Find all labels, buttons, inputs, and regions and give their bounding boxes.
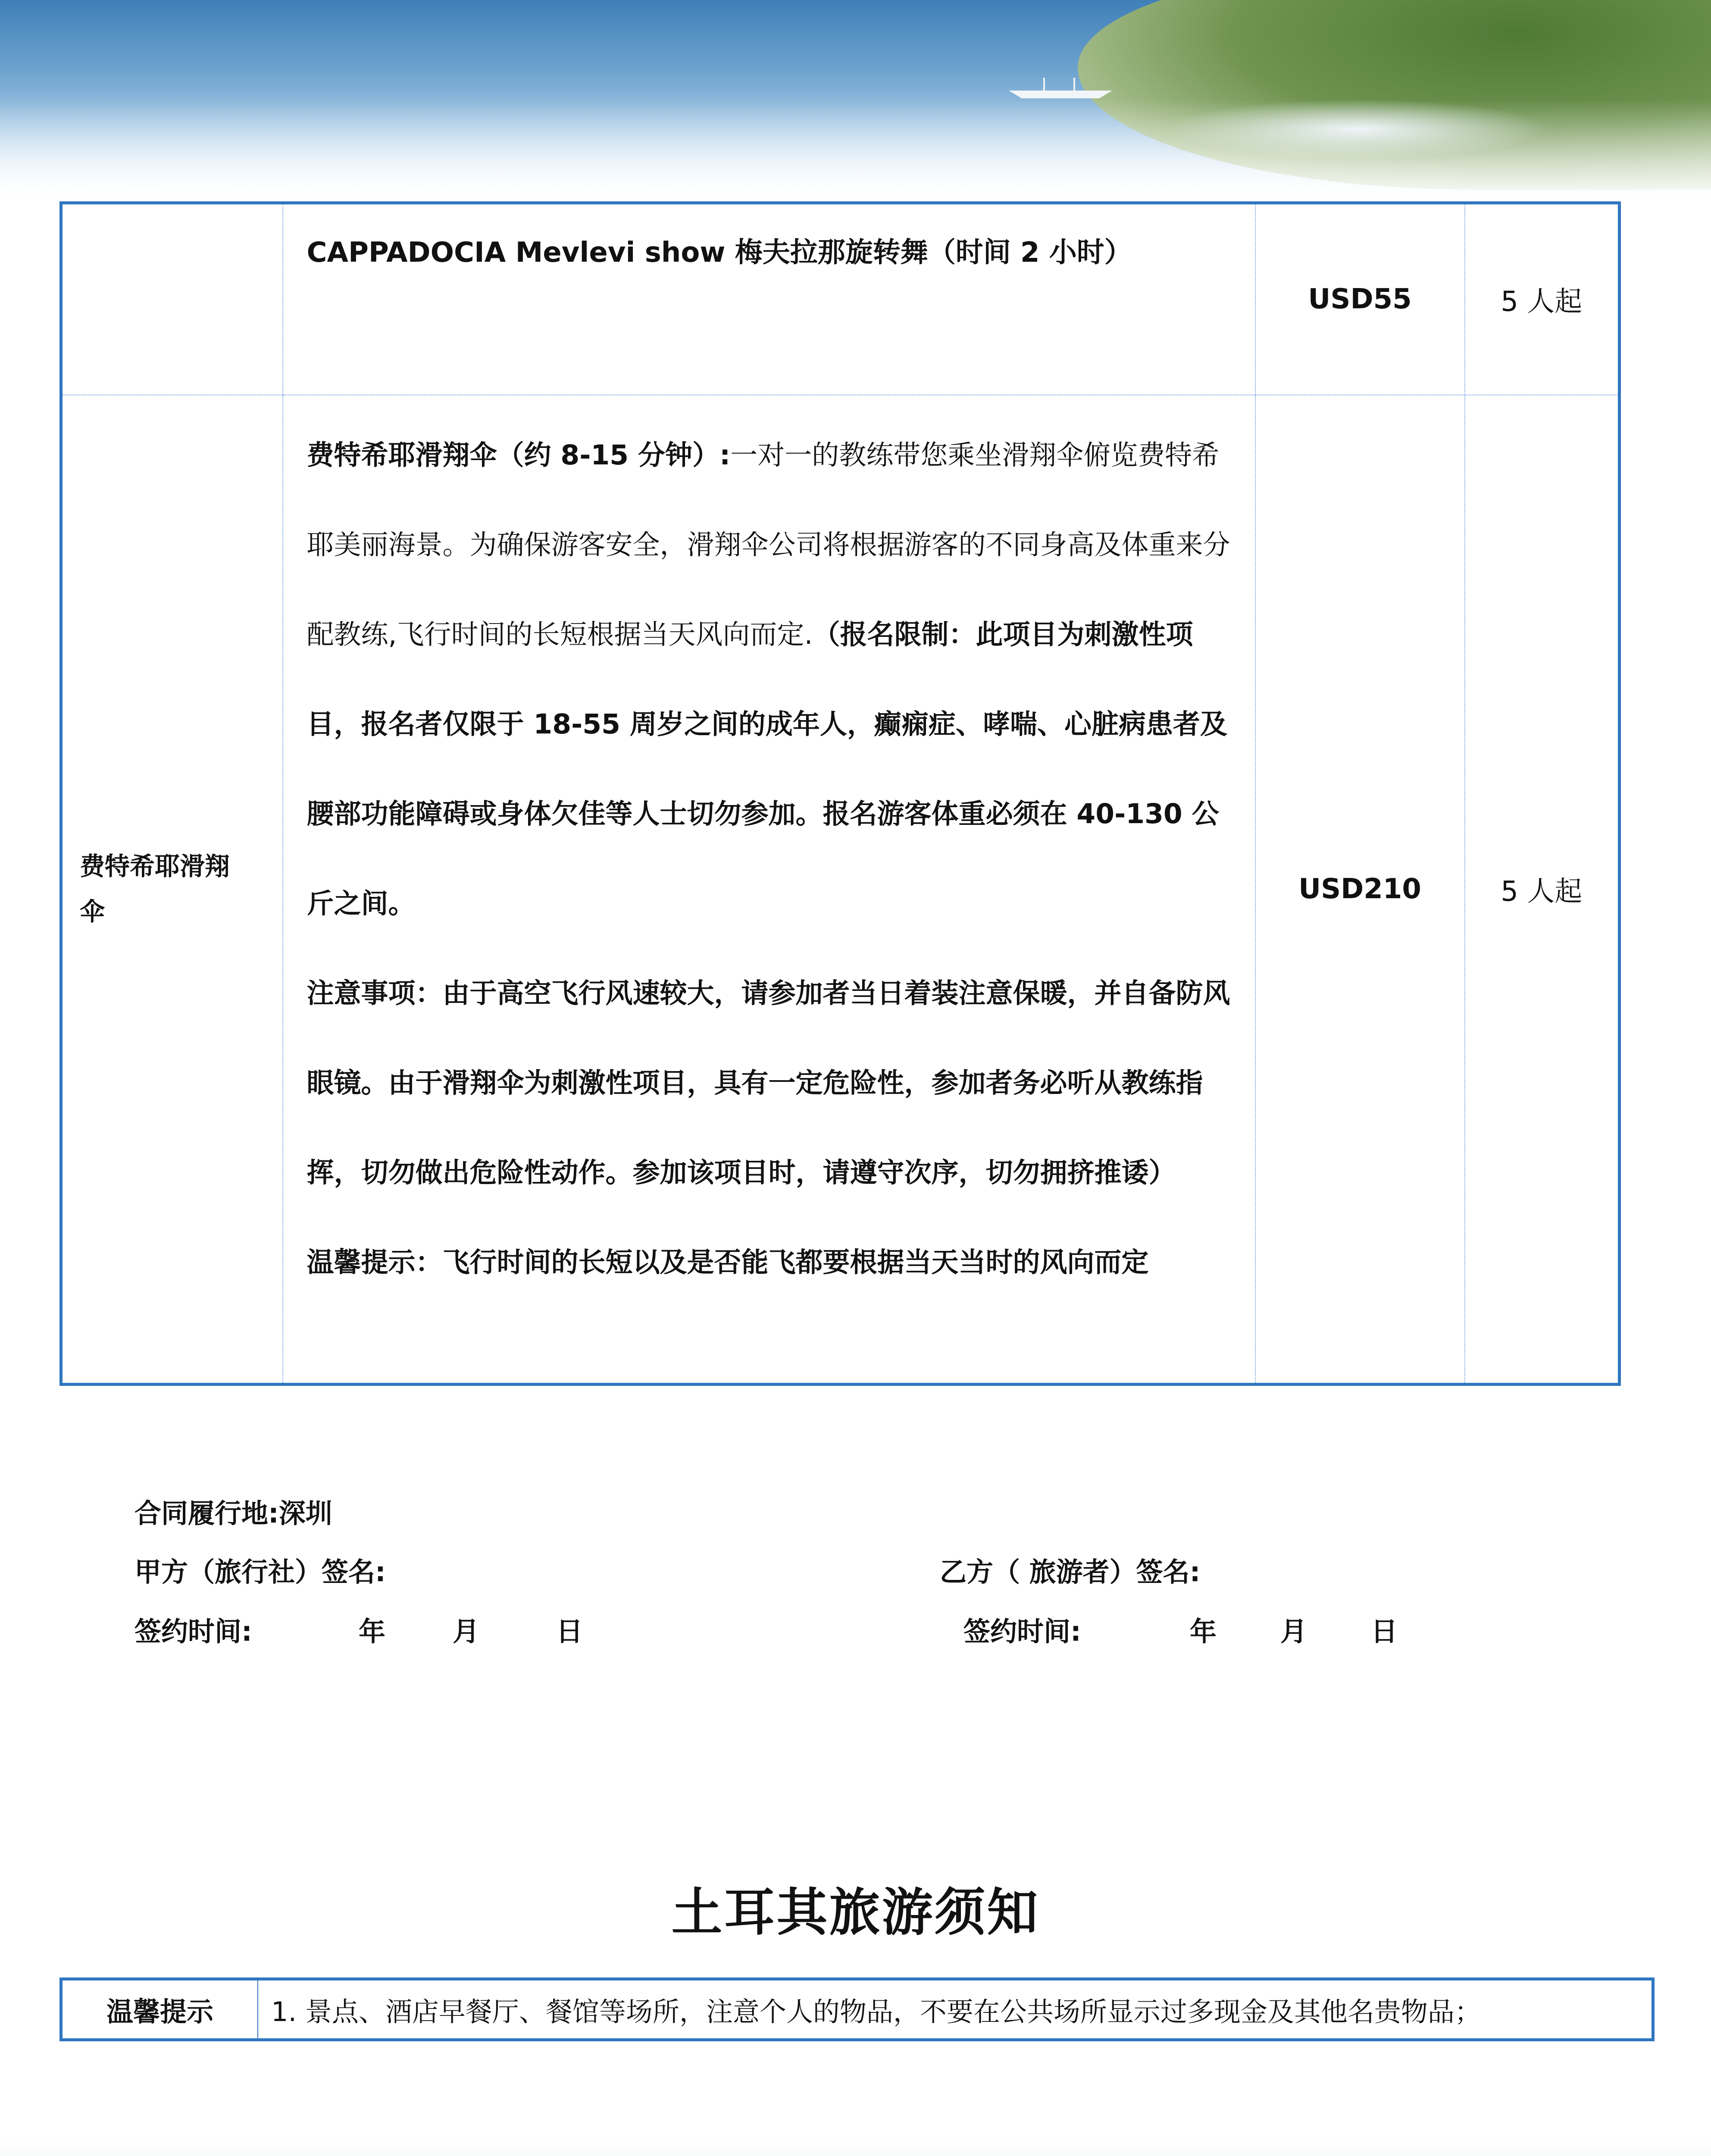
min-people-cell: 5 人起 bbox=[1465, 203, 1620, 395]
registration-limits: （报名限制：此项目为刺激性项目，报名者仅限于 18-55 周岁之间的成年人，癫痫症、哮喘、心脏病患者及腰部功能障碍或身体欠佳等人士切勿参加。报名游客体重必须在 40-130 公斤之间。 bbox=[307, 618, 1227, 919]
party-b-day: 日 bbox=[1371, 1616, 1398, 1647]
header-coast-photo bbox=[0, 0, 1711, 203]
activity-name-line1: 费特希耶滑翔 bbox=[80, 851, 230, 881]
activity-description-cell: CAPPADOCIA Mevlevi show 梅夫拉那旋转舞（时间 2 小时） bbox=[283, 203, 1255, 395]
activity-price-cell: USD210 bbox=[1255, 395, 1465, 1385]
table-row bbox=[61, 1979, 1653, 2040]
party-b-year: 年 bbox=[1190, 1616, 1217, 1647]
table-row bbox=[61, 203, 1620, 395]
warm-tip-paragraph: 温馨提示：飞行时间的长短以及是否能飞都要根据当天当时的风向而定 bbox=[307, 1246, 1149, 1278]
party-b-month: 月 bbox=[1280, 1616, 1307, 1647]
activity-name-cell bbox=[61, 395, 283, 1385]
activity-name-line2: 伞 bbox=[80, 896, 105, 926]
table-row bbox=[61, 395, 1620, 1385]
activity-description-cell bbox=[283, 395, 1255, 1385]
min-people-cell: 5 人起 bbox=[1465, 395, 1620, 1385]
description-heading: 费特希耶滑翔伞（约 8-15 分钟）: bbox=[307, 439, 731, 471]
activity-price-cell: USD55 bbox=[1255, 203, 1465, 395]
party-a-year: 年 bbox=[359, 1616, 386, 1647]
description-paragraph bbox=[307, 411, 1242, 949]
footer-harbor-photo bbox=[0, 2139, 1711, 2156]
tips-item: 1. 景点、酒店早餐厅、餐馆等场所，注意个人的物品，不要在公共场所显示过多现金及其他名贵物品； bbox=[258, 1979, 1653, 2040]
party-a-sign-time-label: 签约时间: bbox=[135, 1616, 252, 1647]
party-b-signature-label: 乙方（ 旅游者）签名: bbox=[940, 1556, 1201, 1588]
banner-fade bbox=[0, 99, 1711, 203]
tips-label: 温馨提示 bbox=[61, 1979, 258, 2040]
travel-notice-title: 土耳其旅游须知 bbox=[671, 1883, 1040, 1942]
contract-place: 合同履行地:深圳 bbox=[135, 1498, 332, 1529]
party-a-signature-label: 甲方（旅行社）签名: bbox=[135, 1556, 386, 1588]
optional-activities-table bbox=[59, 201, 1621, 1386]
party-a-day: 日 bbox=[556, 1616, 583, 1647]
activity-name-cell bbox=[61, 203, 283, 395]
precautions-paragraph: 注意事项：由于高空飞行风速较大，请参加者当日着装注意保暖，并自备防风眼镜。由于滑翔伞为刺激性项目，具有一定危险性，参加者务必听从教练指挥，切勿做出危险性动作。参加该项目时，请遵守次序，切勿拥挤推诿） bbox=[307, 977, 1230, 1188]
party-b-sign-time-label: 签约时间: bbox=[963, 1616, 1081, 1647]
sailboat-icon bbox=[1004, 78, 1117, 99]
party-a-month: 月 bbox=[453, 1616, 480, 1647]
travel-tips-table bbox=[59, 1977, 1655, 2041]
description-body: 一对一的教练带您乘坐滑翔伞俯览费特希耶美丽海景。为确保游客安全，滑翔伞公司将根据游客的不同身高及体重来分配教练,飞行时间的长短根据当天风向而定. bbox=[307, 439, 1230, 650]
